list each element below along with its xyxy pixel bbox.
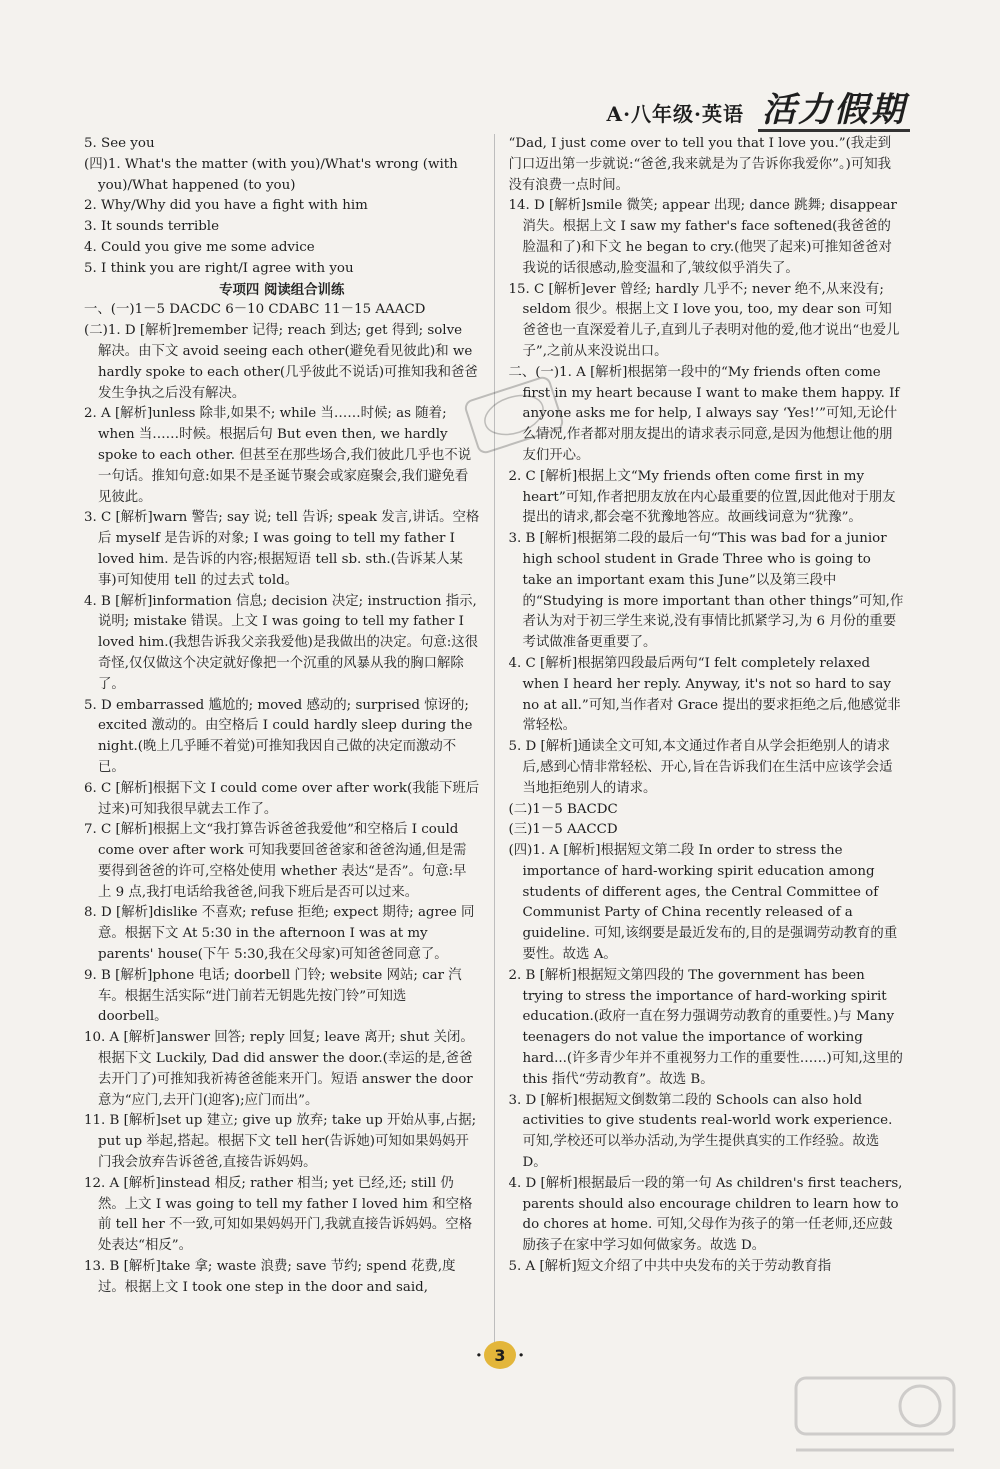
right-paragraph: 4. C [解析]根据第四段最后两句“I felt completely relaxed when I heard her reply. Anyway, it's not so hard to say no at all.”可知,当作者对 Grace 提出的要求拒绝之后,他感觉非常轻松。 (508, 655, 901, 734)
page-header (607, 92, 910, 132)
right-paragraph: 2. C [解析]根据上文“My friends often come first in my heart”可知,作者把朋友放在内心最重要的位置,因此他对于朋友提出的请求,都会毫不犹豫地答应。故画线词意为“犹豫”。 (508, 468, 896, 526)
left-paragraph: 5. I think you are right/I agree with you (84, 260, 354, 276)
right-paragraph: (三)1－5 AACCD (508, 822, 618, 838)
right-paragraph: 3. D [解析]根据短文倒数第二段的 Schools can also hold activities to give students real-world work experience. 可知,学校还可以举办活动,为学生提供真实的工作经验。故选 D。 (508, 1092, 893, 1171)
left-paragraph: 5. See you (84, 136, 155, 151)
left-paragraph: 3. It sounds terrible (84, 219, 220, 235)
column-divider (494, 134, 495, 1354)
right-paragraph: 5. A [解析]短文介绍了中共中央发布的关于劳动教育指 (508, 1259, 832, 1275)
left-paragraph: 12. A [解析]instead 相反; rather 相当; yet 已经,还; still 仍然。上文 I was going to tell my father I loved him 和空格前 tell her 不一致,可知如果妈妈开门,我就直接告诉妈妈。空格处表达“相反”。 (84, 1175, 473, 1254)
left-paragraph: 专项四 阅读组合训练 (219, 281, 345, 298)
right-paragraph: 4. D [解析]根据最后一段的第一句 As children's first teachers, parents should also encourage children to learn how to do chores at home. 可知,父母作为孩子的第一任老师,还应鼓励孩子在家中学习如何做家务。故选 D。 (508, 1175, 903, 1254)
left-paragraph: 6. C [解析]根据下文 I could come over after work(我能下班后过来)可知我很早就去工作了。 (84, 780, 480, 817)
right-paragraph: 3. B [解析]根据第二段的最后一句“This was bad for a junior high school student in Grade Three who is going to take an important exam this June”以及第三段中的“Studying is more important than other things”可知,作者认为对于初三学生来说,没有事情比抓紧学习,为 6 月份的重要考试做准备更重要了。 (508, 531, 904, 651)
right-paragraph: 15. C [解析]ever 曾经; hardly 几乎不; never 绝不,从来没有; seldom 很少。根据上文 I love you, too, my dear son 可知爸爸也一直深爱着儿子,直到儿子表明对他的爱,他才说出“也爱儿子”,之前从来没说出口。 (508, 281, 900, 359)
left-paragraph: 7. C [解析]根据上文“我打算告诉爸爸我爱他”和空格后 I could come over after work 可知我要回爸爸家和爸爸沟通,但是需要得到爸爸的许可,空格处使用 whether 表达“是否”。句意:早上 9 点,我打电话给我爸爸,问我下班后是否可以过来。 (84, 822, 467, 900)
right-paragraph: 二、(一)1. A [解析]根据第一段中的“My friends often come first in my heart because I want to make them happy. If anyone asks me for help, I always say ‘Yes!’”可知,无论什么情况,作者都对朋友提出的请求表示同意,是因为他想让他的朋友们开心。 (508, 364, 900, 463)
right-column (509, 134, 905, 1354)
right-paragraph: 2. B [解析]根据短文第四段的 The government has been trying to stress the importance of hard-working spirit education.(政府一直在努力强调劳动教育的重要性。)与 Many teenagers do not value the importance of working hard...(许多青少年并不重视努力工作的重要性……)可知,这里的 this 指代“劳动教育”。故选 B。 (508, 967, 903, 1087)
left-paragraph: 4. B [解析]information 信息; decision 决定; instruction 指示,说明; mistake 错误。上文 I was going to tell my father I loved him.(我想告诉我父亲我爱他)是我做出的决定。句意:这很奇怪,仅仅做这个决定就好像把一个沉重的风暴从我的胸口解除了。 (84, 593, 479, 692)
right-paragraph: 5. D [解析]通读全文可知,本文通过作者自从学会拒绝别人的请求后,感到心情非常轻松、开心,旨在告诉我们在生活中应该学会适当地拒绝别人的请求。 (508, 739, 893, 796)
page-number-badge: 3 (484, 1341, 516, 1369)
left-paragraph: (四)1. What's the matter (with you)/What's wrong (with you)/What happened (to you) (84, 156, 458, 193)
left-paragraph: 9. B [解析]phone 电话; doorbell 门铃; website 网站; car 汽车。根据生活实际“进门前若无钥匙先按门铃”可知选 doorbell。 (84, 967, 462, 1025)
right-paragraph: (四)1. A [解析]根据短文第二段 In order to stress the importance of hard-working spirit education among students of different ages, the Central Committee of Communist Party of China recently released of a guideline. 可知,该纲要是最近发布的,目的是强调劳动教育的重要性。故选 A。 (508, 843, 898, 963)
left-paragraph: 4. Could you give me some advice (84, 239, 315, 255)
brand-logo: 活力假期 (758, 92, 910, 132)
grade-label: A·八年级·英语 (606, 101, 744, 126)
left-paragraph: 一、(一)1－5 DACDC 6－10 CDABC 11－15 AAACD (84, 302, 426, 318)
answer-columns (84, 134, 904, 1354)
watermark-icon (790, 1372, 960, 1462)
left-paragraph: 10. A [解析]answer 回答; reply 回复; leave 离开; shut 关闭。根据下文 Luckily, Dad did answer the door.(幸运的是,爸爸去开门了)可推知我祈祷爸爸能来开门。短语 answer the door 意为“应门,去开门(迎客);应门而出”。 (84, 1030, 474, 1108)
page-number: · 3 · (470, 1338, 530, 1372)
left-paragraph: 8. D [解析]dislike 不喜欢; refuse 拒绝; expect 期待; agree 同意。根据下文 At 5:30 in the afternoon I was at my parents' house(下午 5:30,我在父母家)可知爸爸同意了。 (84, 905, 475, 963)
left-paragraph: 5. D embarrassed 尴尬的; moved 感动的; surprised 惊讶的; excited 激动的。由空格后 I could hardly sleep during the night.(晚上几乎睡不着觉)可推知我因自己做的决定而激动不已。 (84, 697, 473, 775)
left-paragraph: 2. A [解析]unless 除非,如果不; while 当……时候; as 随着; when 当……时候。根据后句 But even then, we hardly spoke to each other. 但甚至在那些场合,我们彼此几乎也不说一句话。推知句意:如果不是圣诞节聚会或家庭聚会,我们避免看见彼此。 (84, 406, 472, 505)
left-column (84, 134, 480, 1354)
left-paragraph: (二)1. D [解析]remember 记得; reach 到达; get 得到; solve 解决。由下文 avoid seeing each other(避免看见彼此)和 we hardly spoke to each other(几乎彼此不说话)可推知我和爸爸发生争执之后没有解决。 (84, 323, 478, 401)
left-paragraph: 2. Why/Why did you have a fight with him (84, 198, 368, 214)
left-paragraph: 13. B [解析]take 拿; waste 浪费; save 节约; spend 花费,度过。根据上文 I took one step in the door and said, (84, 1259, 456, 1295)
left-paragraph: 11. B [解析]set up 建立; give up 放弃; take up 开始从事,占据; put up 举起,搭起。根据下文 tell her(告诉她)可知如果妈妈开门我会放弃告诉爸爸,直接告诉妈妈。 (84, 1113, 477, 1171)
right-paragraph: “Dad, I just come over to tell you that I love you.”(我走到门口迈出第一步就说:“爸爸,我来就是为了告诉你我爱你”。)可知我没有浪费一点时间。 (508, 136, 892, 193)
right-paragraph: (二)1－5 BACDC (508, 801, 618, 817)
right-paragraph: 14. D [解析]smile 微笑; appear 出现; dance 跳舞; disappear 消失。根据上文 I saw my father's face softened(我爸爸的脸温和了)和下文 he began to cry.(他哭了起来)可推知爸爸对我说的话很感动,脸变温和了,皱纹似乎消失了。 (508, 198, 897, 276)
left-paragraph: 3. C [解析]warn 警告; say 说; tell 告诉; speak 发言,讲话。空格后 myself 是告诉的对象; I was going to tell my father I loved him. 是告诉的内容;根据短语 tell sb. sth.(告诉某人某事)可知使用 tell 的过去式 told。 (84, 510, 480, 588)
